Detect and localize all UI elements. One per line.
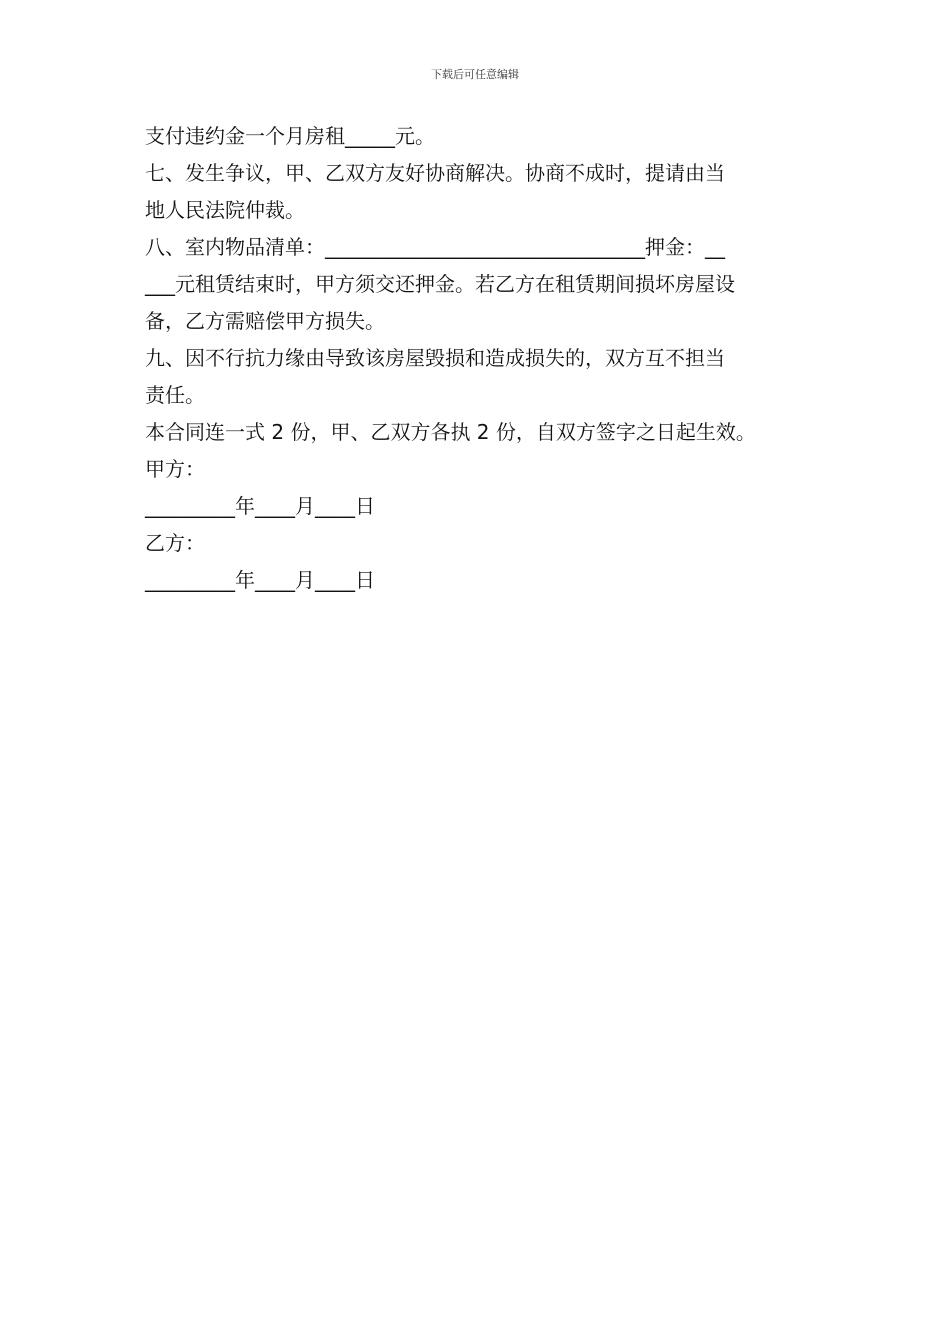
paragraph-line: 七、发生争议，甲、乙双方友好协商解决。协商不成时，提请由当 [145, 161, 725, 185]
party-b-label: 乙方： [145, 531, 205, 555]
party-a-label: 甲方： [145, 457, 205, 481]
paragraph-line: 责任。 [145, 383, 205, 407]
paragraph-line: 地人民法院仲裁。 [145, 198, 305, 222]
paragraph-line: 支付违约金一个月房租_____元。 [145, 124, 435, 148]
paragraph-line: 八、室内物品清单：________________________________押金：__ [145, 235, 725, 259]
party-a-date: _________年____月____日 [145, 494, 375, 518]
paragraph-line: 备，乙方需赔偿甲方损失。 [145, 309, 385, 333]
document-body [145, 118, 815, 599]
paragraph-line: ___元租赁结束时，甲方须交还押金。若乙方在租赁期间损坏房屋设 [145, 272, 735, 296]
paragraph-line: 本合同连一式 2 份，甲、乙双方各执 2 份，自双方签字之日起生效。 [145, 420, 756, 444]
paragraph-line: 九、因不行抗力缘由导致该房屋毁损和造成损失的，双方互不担当 [145, 346, 725, 370]
page-header: 下载后可任意编辑 [431, 68, 519, 81]
party-b-date: _________年____月____日 [145, 568, 375, 592]
